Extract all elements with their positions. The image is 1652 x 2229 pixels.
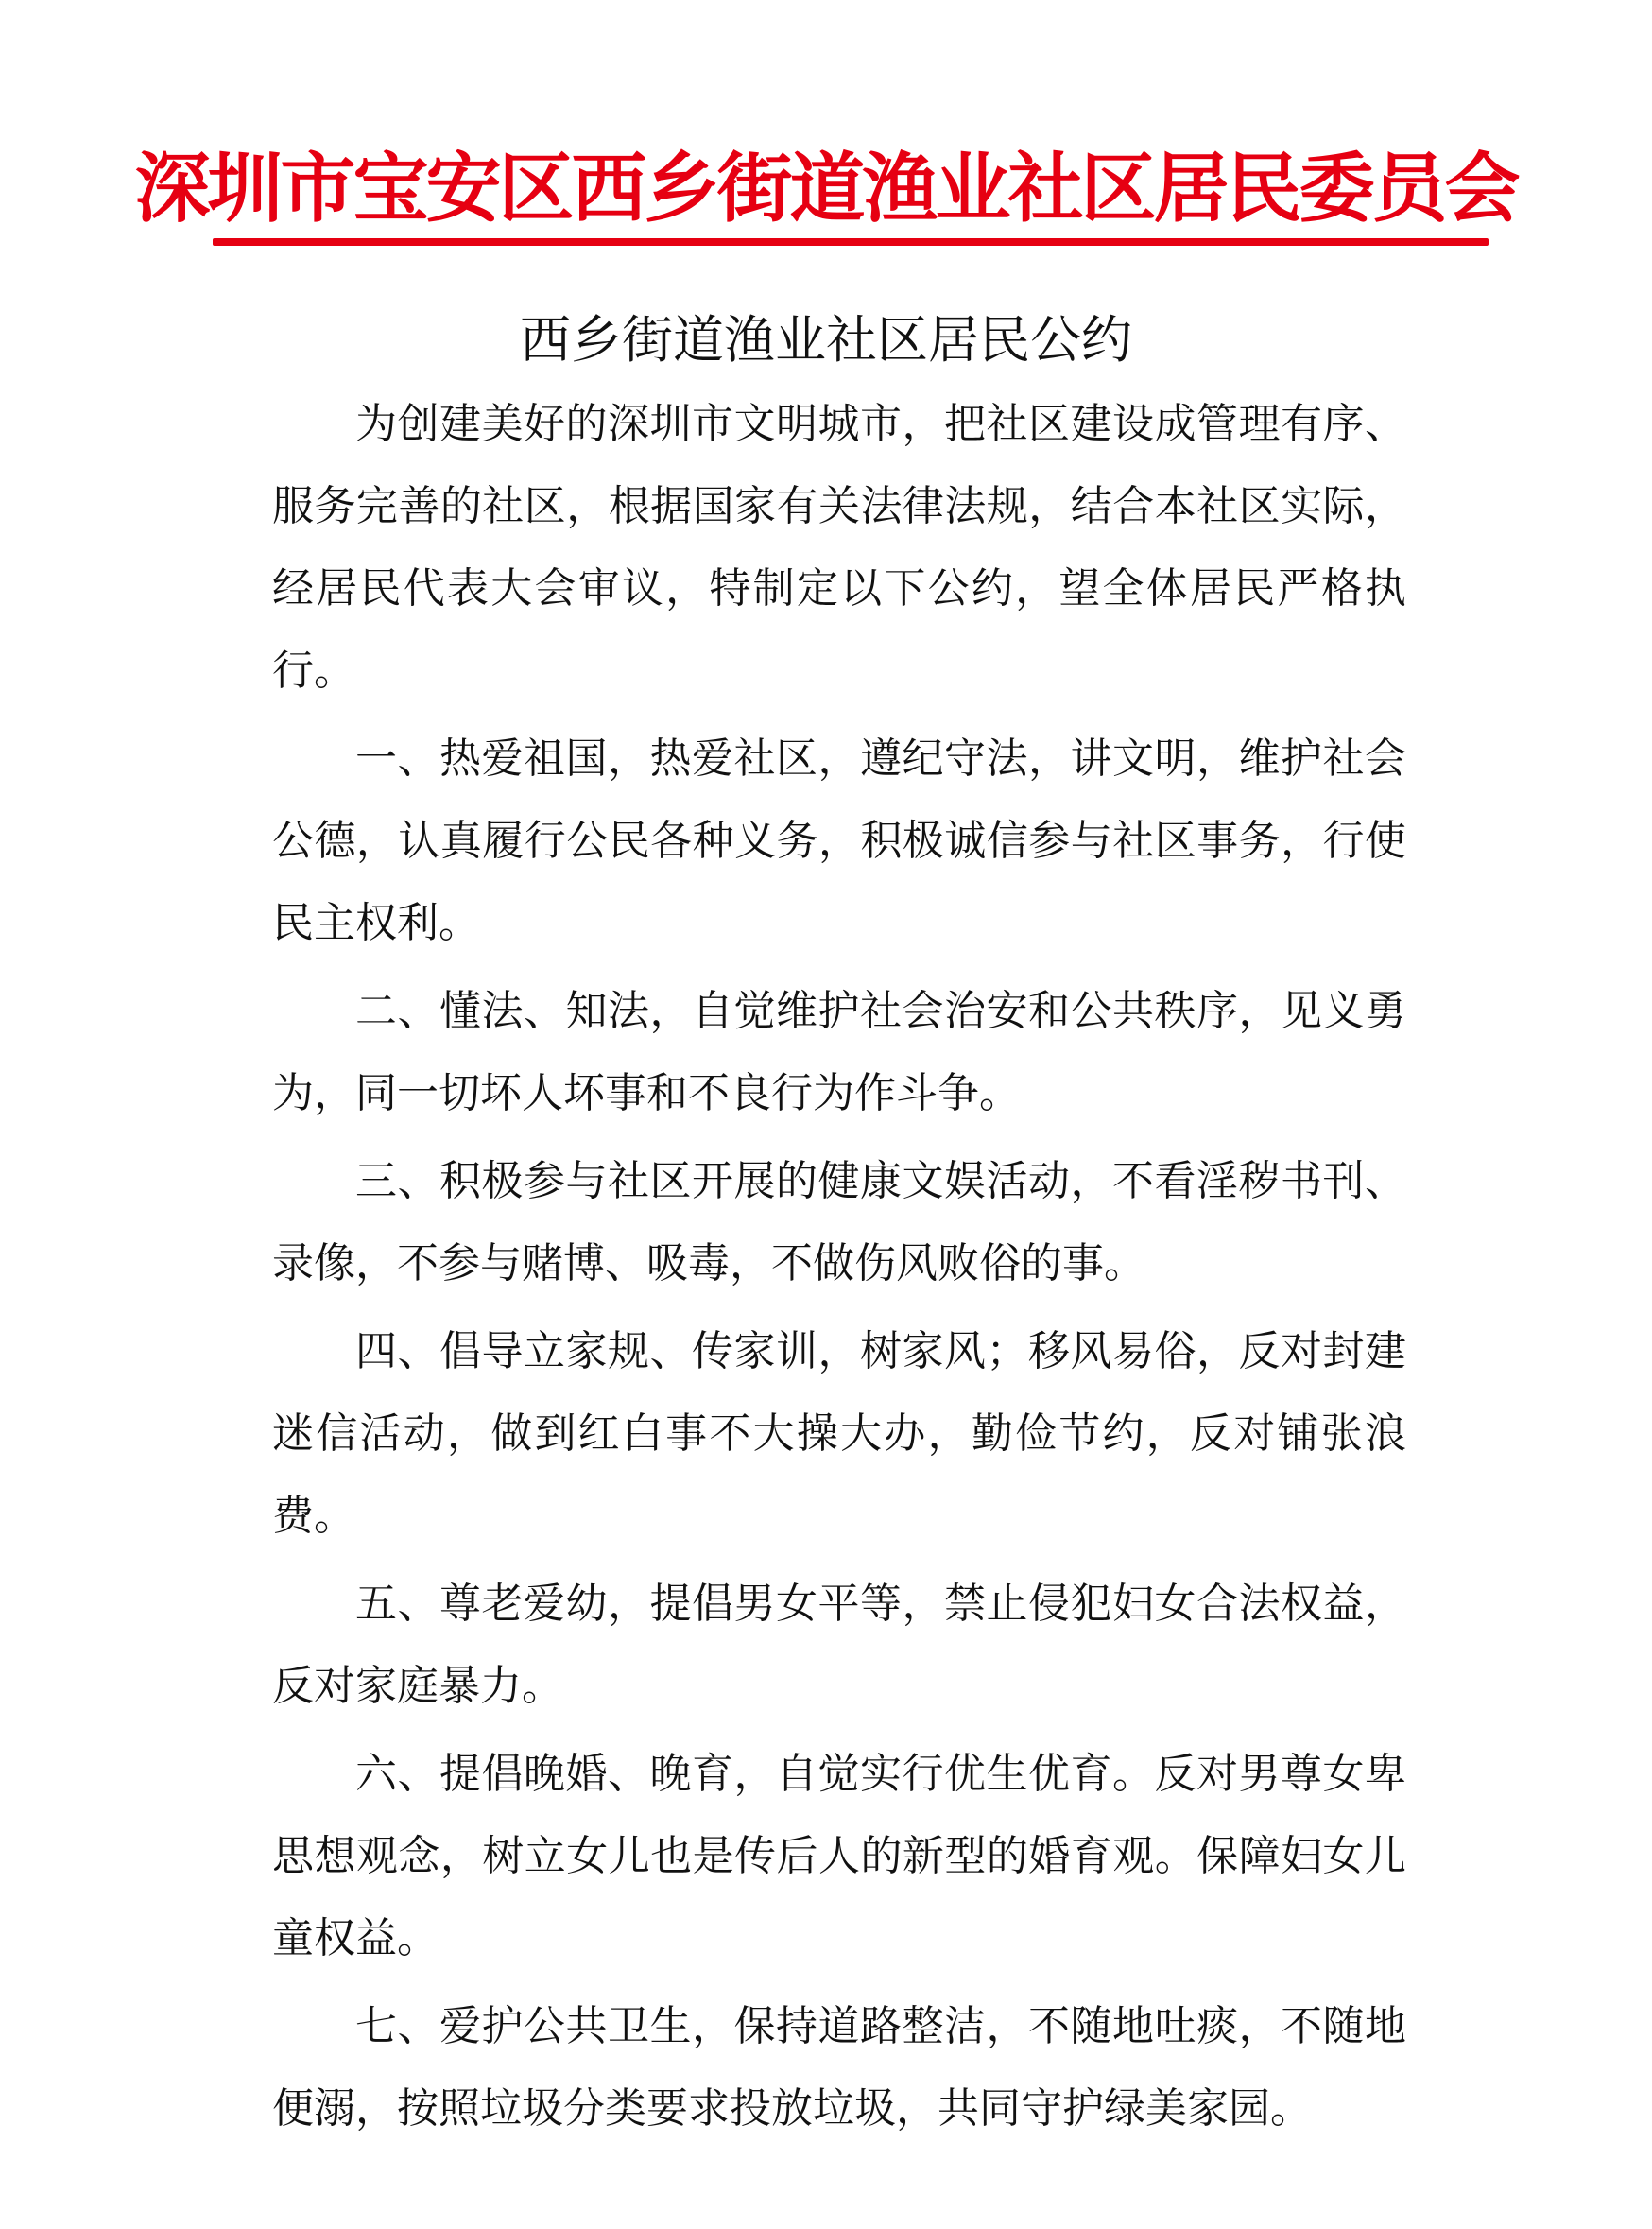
article-7-paragraph: 七、爱护公共卫生，保持道路整洁，不随地吐痰，不随地便溺，按照垃圾分类要求投放垃圾，共同守护绿美家园。	[272, 2002, 1406, 2133]
document-body	[272, 383, 1406, 2155]
letterhead-red-rule	[213, 238, 1489, 246]
article-1-paragraph: 一、热爱祖国，热爱社区，遵纪守法，讲文明，维护社会公德，认真履行公民各种义务，积极诚信参与社区事务，行使民主权利。	[272, 734, 1406, 947]
article-4-paragraph: 四、倡导立家规、传家训，树家风；移风易俗，反对封建迷信活动，做到红白事不大操大办，勤俭节约，反对铺张浪费。	[272, 1327, 1406, 1540]
article-6-paragraph: 六、提倡晚婚、晚育，自觉实行优生优育。反对男尊女卑思想观念，树立女儿也是传后人的新型的婚育观。保障妇女儿童权益。	[272, 1750, 1406, 1962]
article-2-paragraph: 二、懂法、知法，自觉维护社会治安和公共秩序，见义勇为，同一切坏人坏事和不良行为作斗争。	[272, 987, 1406, 1117]
document-title: 西乡街道渔业社区居民公约	[520, 310, 1132, 370]
article-5-paragraph: 五、尊老爱幼，提倡男女平等，禁止侵犯妇女合法权益，反对家庭暴力。	[272, 1580, 1406, 1710]
preamble-paragraph: 为创建美好的深圳市文明城市，把社区建设成管理有序、服务完善的社区，根据国家有关法律法规，结合本社区实际，经居民代表大会审议，特制定以下公约，望全体居民严格执行。	[272, 400, 1406, 695]
article-3-paragraph: 三、积极参与社区开展的健康文娱活动，不看淫秽书刊、录像，不参与赌博、吸毒，不做伤风败俗的事。	[272, 1157, 1406, 1287]
letterhead-organization-name: 深圳市宝安区西乡街道渔业社区居民委员会	[134, 145, 1518, 233]
